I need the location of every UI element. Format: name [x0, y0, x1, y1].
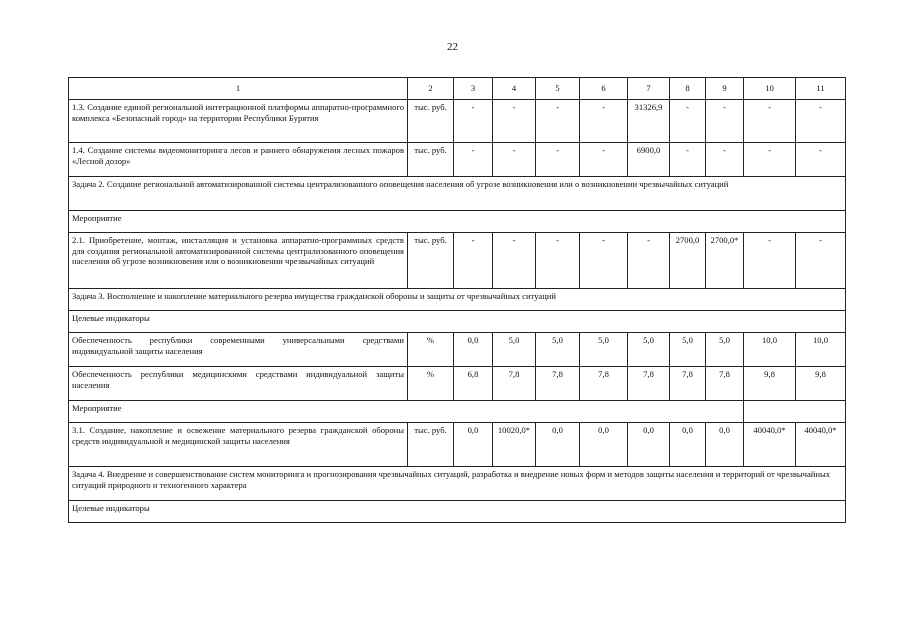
table-row [69, 233, 846, 289]
section-label: Целевые индикаторы [69, 311, 846, 333]
header-cell: 7 [628, 78, 670, 100]
value-cell: 6900,0 [628, 143, 670, 177]
value-cell: 7,8 [706, 367, 744, 401]
value-cell: 5,0 [493, 333, 536, 367]
value-cell: 0,0 [536, 423, 580, 467]
value-cell: 5,0 [706, 333, 744, 367]
header-cell: 5 [536, 78, 580, 100]
table-row [69, 100, 846, 143]
table-row [69, 467, 846, 501]
value-cell: 0,0 [706, 423, 744, 467]
row-description: 1.4. Создание системы видеомониторинга лесов и раннего обнаружения лесных пожаров «Лесной дозор» [69, 143, 408, 177]
value-cell: 31326,9 [628, 100, 670, 143]
row-unit: тыс. руб. [408, 100, 454, 143]
header-cell: 3 [454, 78, 493, 100]
table-row [69, 423, 846, 467]
section-label: Задача 4. Внедрение и совершенствование систем мониторинга и прогнозирования чрезвычайных ситуаций, разработка и внедрение новых форм и методов защиты населения и территорий от чрезвычайных ситуаций природного и техногенного характера [69, 467, 846, 501]
row-unit: тыс. руб. [408, 143, 454, 177]
table-row [69, 311, 846, 333]
value-cell: - [493, 100, 536, 143]
row-unit: % [408, 367, 454, 401]
value-cell: 0,0 [670, 423, 706, 467]
section-label: Мероприятие [69, 211, 846, 233]
table-row [69, 501, 846, 523]
value-cell: - [796, 100, 846, 143]
value-cell: - [454, 100, 493, 143]
value-cell: - [670, 143, 706, 177]
page-number: 22 [447, 41, 458, 53]
value-cell: 7,8 [536, 367, 580, 401]
value-cell: 7,8 [670, 367, 706, 401]
value-cell: 5,0 [628, 333, 670, 367]
value-cell: 6,8 [454, 367, 493, 401]
header-row [69, 78, 846, 100]
value-cell: 2700,0* [706, 233, 744, 289]
row-unit: % [408, 333, 454, 367]
value-cell: - [536, 143, 580, 177]
section-label: Целевые индикаторы [69, 501, 846, 523]
value-cell: - [536, 100, 580, 143]
value-cell: 7,8 [580, 367, 628, 401]
header-cell: 11 [796, 78, 846, 100]
value-cell: - [796, 143, 846, 177]
row-description: Обеспеченность республики современными универсальными средствами индивидуальной защиты населения [69, 333, 408, 367]
header-cell: 2 [408, 78, 454, 100]
value-cell: 7,8 [628, 367, 670, 401]
value-cell: - [454, 233, 493, 289]
value-cell: - [580, 233, 628, 289]
table-row [69, 367, 846, 401]
value-cell: - [670, 100, 706, 143]
value-cell: 2700,0 [670, 233, 706, 289]
value-cell: - [796, 233, 846, 289]
value-cell: - [580, 100, 628, 143]
table-row [69, 289, 846, 311]
value-cell: 40040,0* [744, 423, 796, 467]
value-cell: 0,0 [454, 333, 493, 367]
row-unit: тыс. руб. [408, 233, 454, 289]
value-cell: - [744, 233, 796, 289]
table-row [69, 143, 846, 177]
program-table [68, 77, 846, 523]
header-cell: 8 [670, 78, 706, 100]
value-cell: - [536, 233, 580, 289]
value-cell: 40040,0* [796, 423, 846, 467]
row-description: Обеспеченность республики медицинскими средствами индивидуальной защиты населения [69, 367, 408, 401]
value-cell: 10,0 [744, 333, 796, 367]
value-cell: - [493, 233, 536, 289]
value-cell: 9,8 [796, 367, 846, 401]
header-cell: 4 [493, 78, 536, 100]
section-label: Задача 3. Восполнение и накопление материального резерва имущества гражданской обороны и защиты от чрезвычайных ситуаций [69, 289, 846, 311]
value-cell: - [580, 143, 628, 177]
row-description: 3.1. Создание, накопление и освежение материального резерва гражданской обороны средств индивидуальной и медицинской защиты населения [69, 423, 408, 467]
value-cell: 10020,0* [493, 423, 536, 467]
header-cell: 1 [69, 78, 408, 100]
table-row [69, 177, 846, 211]
table-row [69, 401, 846, 423]
section-label: Мероприятие [69, 401, 744, 423]
value-cell: - [706, 100, 744, 143]
value-cell: 10,0 [796, 333, 846, 367]
value-cell: - [744, 100, 796, 143]
header-cell: 9 [706, 78, 744, 100]
value-cell: - [744, 143, 796, 177]
value-cell: 0,0 [580, 423, 628, 467]
table-row [69, 211, 846, 233]
value-cell: - [493, 143, 536, 177]
table-row [69, 333, 846, 367]
value-cell: 0,0 [454, 423, 493, 467]
header-cell: 6 [580, 78, 628, 100]
value-cell: 7,8 [493, 367, 536, 401]
value-cell: 5,0 [580, 333, 628, 367]
value-cell: 5,0 [536, 333, 580, 367]
row-description: 2.1. Приобретение, монтаж, инсталляция и установка аппаратно-программных средств для создания региональной автоматизированной системы централизованного оповещения населения об угрозе возникновения или о возникновении чрезвычайных ситуаций [69, 233, 408, 289]
header-cell: 10 [744, 78, 796, 100]
section-label: Задача 2. Создание региональной автоматизированной системы централизованного оповещения населения об угрозе возникновения или о возникновении чрезвычайных ситуаций [69, 177, 846, 211]
value-cell: 5,0 [670, 333, 706, 367]
value-cell: - [454, 143, 493, 177]
value-cell: 9,8 [744, 367, 796, 401]
empty-cell [744, 401, 846, 423]
value-cell: - [706, 143, 744, 177]
value-cell: - [628, 233, 670, 289]
row-unit: тыс. руб. [408, 423, 454, 467]
value-cell: 0,0 [628, 423, 670, 467]
row-description: 1.3. Создание единой региональной интеграционной платформы аппаратно-программного комплекса «Безопасный город» на территории Республики Бурятия [69, 100, 408, 143]
